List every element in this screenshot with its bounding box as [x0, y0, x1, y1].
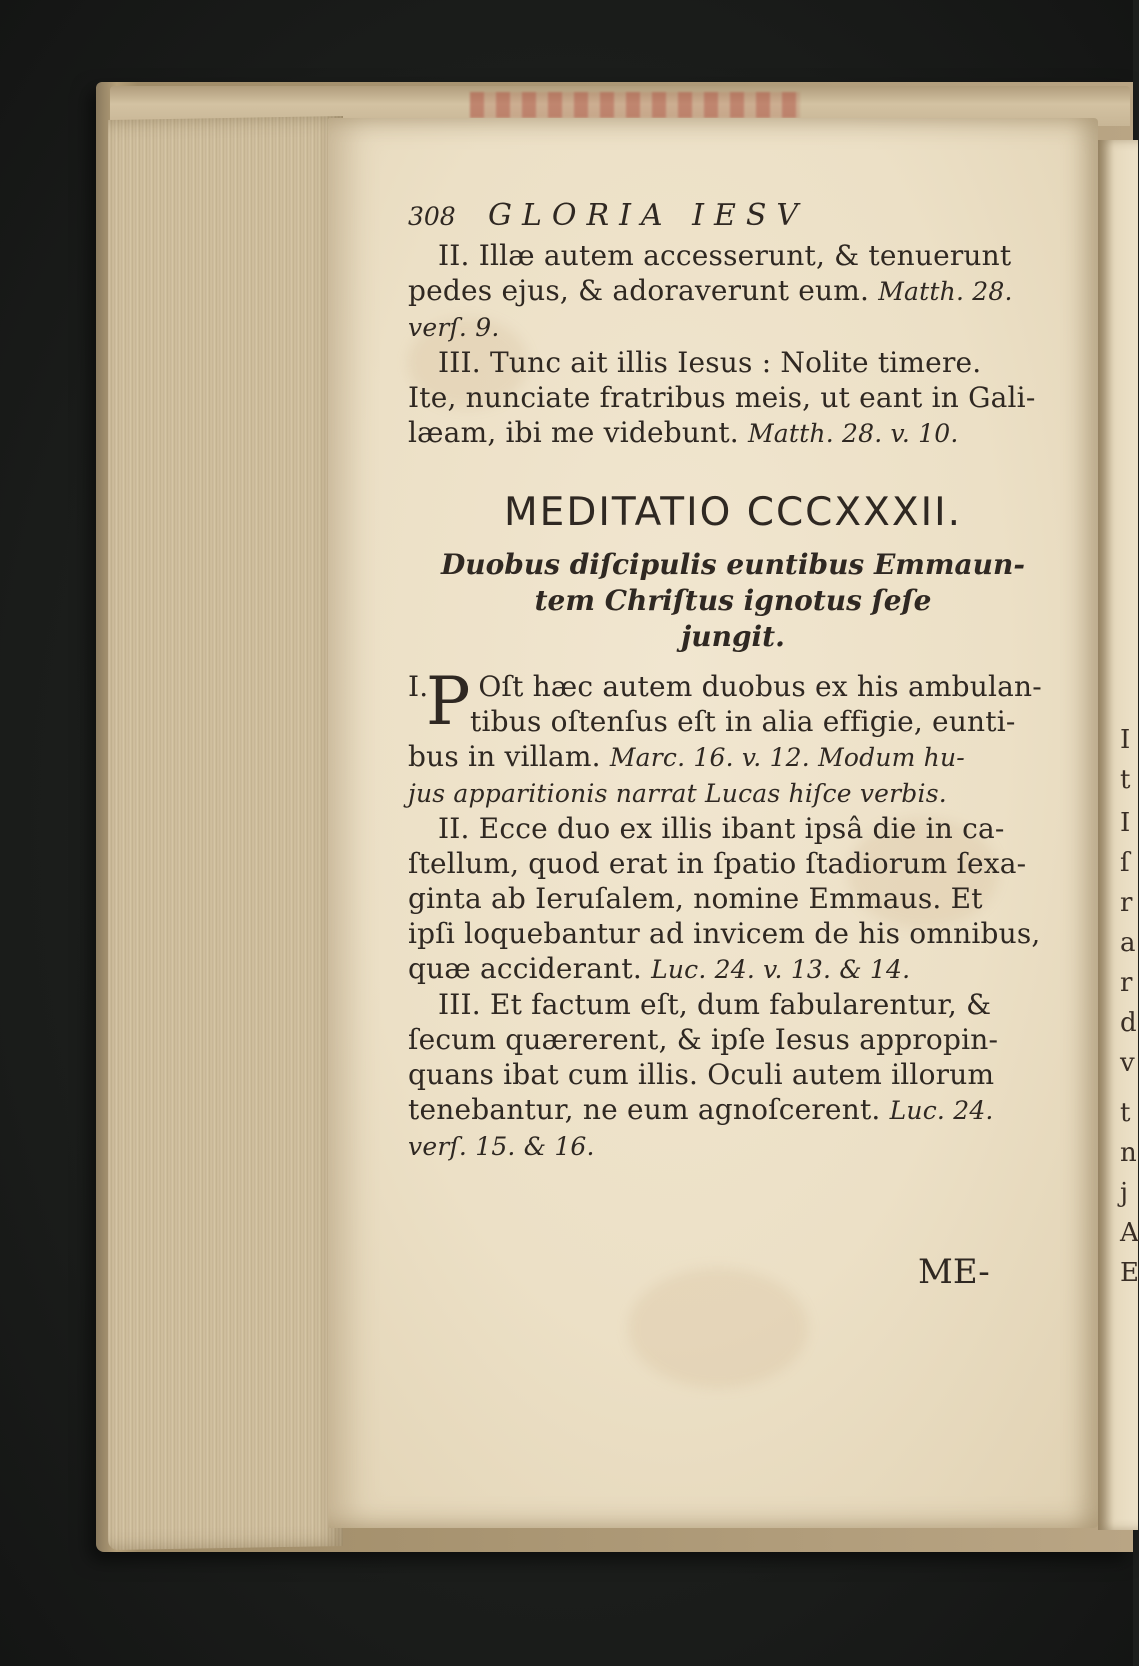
paragraph-3 [408, 987, 1058, 1164]
meditation-heading: MEDITATIO CCCXXXII. [504, 490, 962, 535]
scripture-reference: verſ. 9. [408, 313, 500, 342]
scripture-reference: Luc. 24. v. 13. & 14. [651, 955, 911, 984]
facing-page-fragment: a [1120, 928, 1136, 958]
catchword: ME- [918, 1252, 990, 1292]
facing-page-fragment: I [1120, 808, 1131, 838]
drop-capital: P [426, 663, 471, 740]
meditation-subtitle [408, 547, 1058, 655]
scripture-reference: Marc. 16. v. 12. Modum hu- [609, 743, 965, 772]
text-line: ipſi loquebantur ad invicem de his omnibus, [408, 917, 1041, 950]
text-line: ſecum quærerent, & ipſe Iesus appropin- [408, 1023, 999, 1056]
text-line [408, 309, 1058, 345]
scripture-reference: jus apparitionis narrat Lucas hiſce verbis. [408, 779, 947, 808]
text-line [408, 1128, 1058, 1164]
facing-page-fragment: ſ [1120, 848, 1130, 878]
facing-page-fragment: t [1120, 765, 1131, 795]
page-number: 308 [408, 202, 456, 231]
page-edges [108, 116, 343, 1550]
facing-page-fragment: n [1120, 1138, 1137, 1168]
scripture-reference: Matth. 28. v. 10. [748, 419, 959, 448]
text-line: quæ acciderant. Luc. 24. v. 13. & 14. [408, 952, 911, 985]
subtitle-line: tem Chriſtus ignotus ſeſe [534, 584, 932, 617]
facing-page-fragment: r [1120, 968, 1133, 998]
subtitle-line: Duobus diſcipulis euntibus Emmaun- [440, 548, 1026, 581]
text-line: bus in villam. Marc. 16. v. 12. Modum hu- [408, 740, 965, 773]
paper-stain [628, 1268, 808, 1388]
running-head: GLORIA IESV [488, 198, 809, 233]
scripture-reference: Luc. 24. [889, 1096, 994, 1125]
facing-page-fragment: E [1120, 1258, 1139, 1288]
facing-page-fragment: j [1120, 1178, 1129, 1208]
text-line: III. Et factum eſt, dum fabularentur, & [438, 988, 992, 1021]
text-line: tibus oſtenſus eſt in alia effigie, eunti- [470, 705, 1016, 738]
text-line: quans ibat cum illis. Oculi autem illorum [408, 1058, 995, 1091]
facing-page-fragment: t [1120, 1098, 1131, 1128]
text-line: Ite, nunciate fratribus meis, ut eant in Gali- [408, 381, 1036, 414]
facing-page-fragment: d [1120, 1008, 1137, 1038]
subtitle-line: jungit. [681, 620, 785, 653]
text-line: II. Ecce duo ex illis ibant ipsâ die in ca- [438, 812, 1005, 845]
text-line: tenebantur, ne eum agnoſcerent. Luc. 24. [408, 1093, 994, 1126]
text-line: II. Illæ autem accesserunt, & tenuerunt [438, 239, 1012, 272]
scripture-reference: verſ. 15. & 16. [408, 1132, 595, 1161]
page-text-block [408, 198, 1058, 1164]
facing-page-fragment: v [1120, 1048, 1135, 1078]
scripture-reference: Matth. 28. [878, 277, 1013, 306]
red-edge-marking [470, 92, 800, 118]
text-line: III. Tunc ait illis Iesus : Nolite timere. [438, 346, 982, 379]
page-header [408, 198, 1058, 238]
paragraph-1 [408, 663, 1058, 811]
text-line: pedes ejus, & adoraverunt eum. Matth. 28. [408, 274, 1013, 307]
paragraph-number: I. [408, 670, 429, 703]
facing-page-edge [1098, 140, 1138, 1530]
facing-page-fragment: I [1120, 725, 1131, 755]
paragraph-2 [408, 811, 1058, 987]
facing-page-fragment: A [1120, 1218, 1139, 1248]
text-line: ſtellum, quod erat in ſpatio ſtadiorum ſexa- [408, 847, 1027, 880]
verse-block-top [408, 238, 1058, 451]
text-line: ginta ab Ieruſalem, nomine Emmaus. Et [408, 882, 983, 915]
text-line: læam, ibi me videbunt. Matth. 28. v. 10. [408, 416, 959, 449]
facing-page-fragment: r [1120, 888, 1133, 918]
text-line [408, 775, 1058, 811]
text-line: I. Oſt hæc autem duobus ex his ambulan- [408, 670, 1042, 703]
